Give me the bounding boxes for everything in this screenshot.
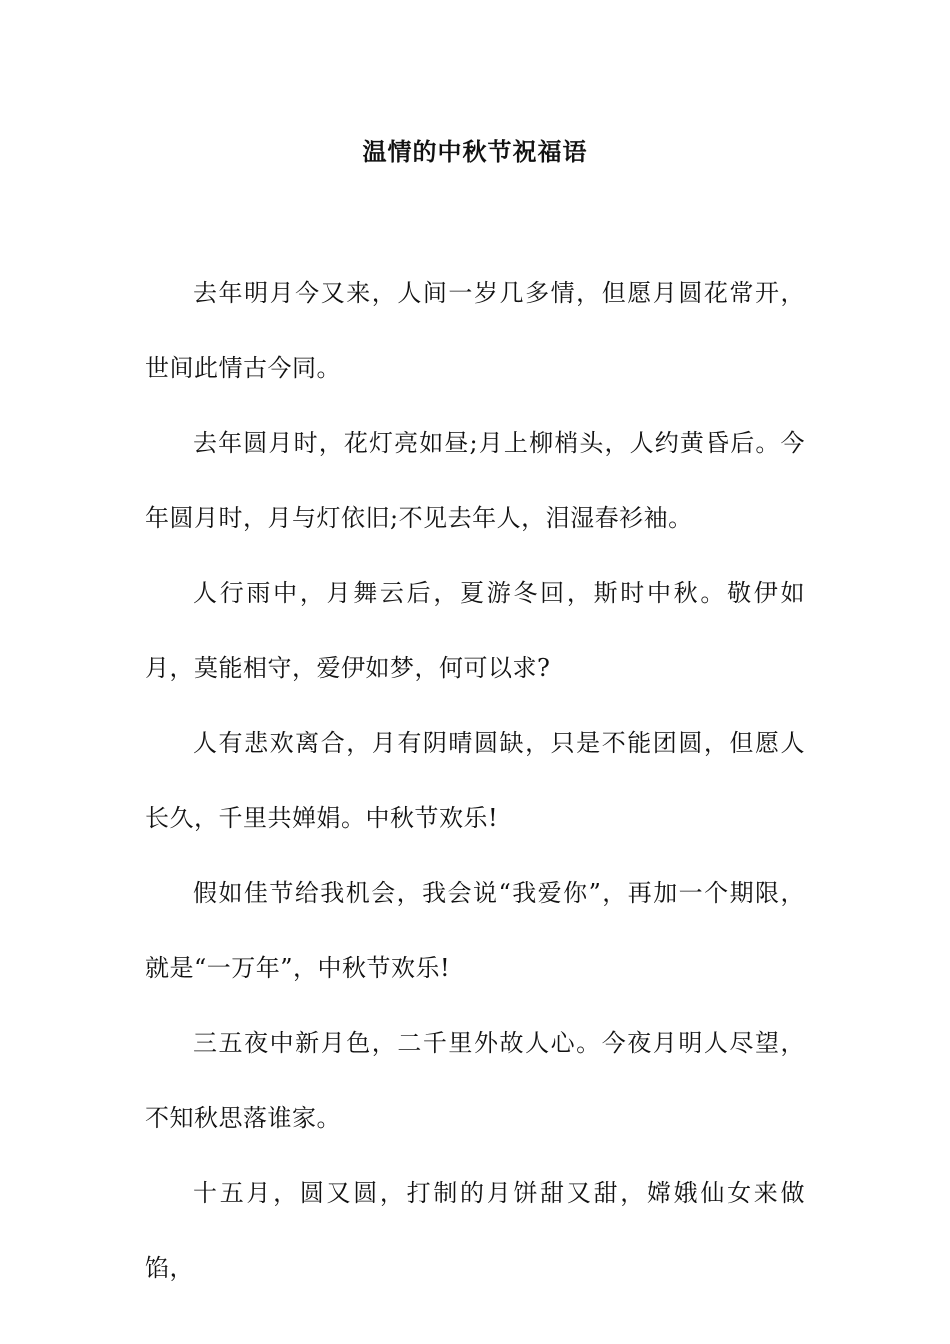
paragraph-2: 去年圆月时，花灯亮如昼;月上柳梢头，人约黄昏后。今年圆月时，月与灯依旧;不见去年人，泪湿春衫袖。	[145, 429, 805, 532]
paragraph-4: 人有悲欢离合，月有阴晴圆缺，只是不能团圆，但愿人长久，千里共婵娟。中秋节欢乐!	[145, 729, 805, 832]
paragraph-1: 去年明月今又来，人间一岁几多情，但愿月圆花常开，世间此情古今同。	[145, 279, 805, 382]
paragraph-3: 人行雨中，月舞云后，夏游冬回，斯时中秋。敬伊如月，莫能相守，爱伊如梦，何可以求?	[145, 579, 805, 682]
paragraph-5: 假如佳节给我机会，我会说“我爱你”，再加一个期限，就是“一万年”，中秋节欢乐!	[145, 879, 805, 982]
paragraph-7: 十五月，圆又圆，打制的月饼甜又甜，嫦娥仙女来做馅，	[145, 1179, 805, 1282]
document-body	[145, 256, 805, 1306]
paragraph-6: 三五夜中新月色，二千里外故人心。今夜月明人尽望，不知秋思落谁家。	[145, 1029, 805, 1132]
document-title: 温情的中秋节祝福语	[362, 137, 588, 166]
